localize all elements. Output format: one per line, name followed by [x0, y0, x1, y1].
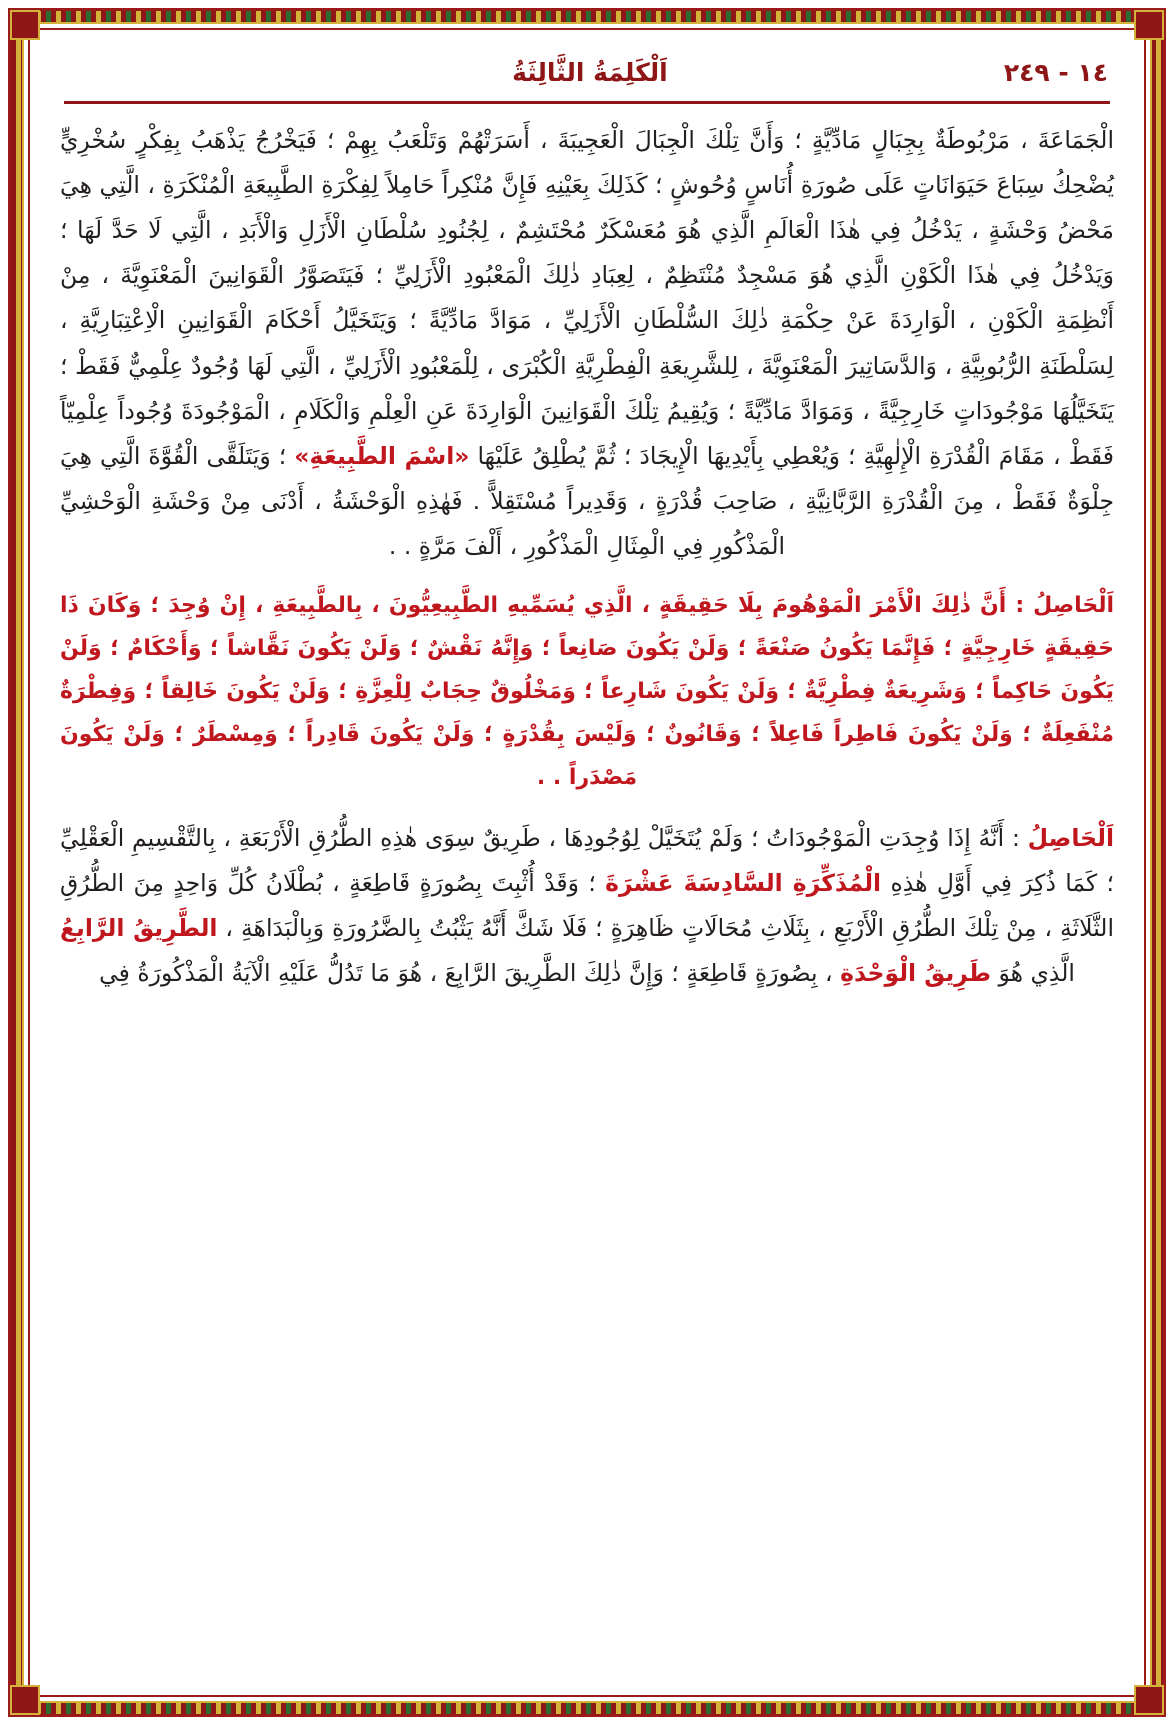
page-number: ١٤ - ٢٤٩ — [1003, 58, 1108, 87]
emphasized-term: الْمُذَكِّرَةِ السَّادِسَةَ عَشْرَةَ — [605, 868, 882, 897]
body-text — [46, 104, 1128, 996]
paragraph-1 — [60, 118, 1114, 569]
border-corner-top-right-ornament — [10, 10, 40, 40]
text-run: ؛ وَقَدْ أُثْبِتَ بِصُورَةٍ قَاطِعَةٍ ، بُطْلَانُ كُلِّ وَاحِدٍ مِنَ الطُّرُقِ الثَّلَاثَةِ ، مِنْ تِلْكَ الطُّرُقِ الْأَرْبَعِ ، بِثَلَاثِ مُحَالَاتٍ ظَاهِرَةٍ ؛ فَلَا شَكَّ أَنَّهُ يَثْبُتُ بِالضَّرُورَةِ وَبِالْبَدَاهَةِ ، — [60, 868, 1114, 942]
emphasized-term: طَرِيقُ الْوَحْدَةِ — [840, 958, 992, 987]
text-run: ؛ وَيَتَلَقَّى الْقُوَّةَ الَّتِي هِيَ جِلْوَةٌ فَقَطْ ، مِنَ الْقُدْرَةِ الرَّبَّانِيَّةِ ، صَاحِبَ قُدْرَةٍ ، وَقَدِيراً مُسْتَقِلاًّ . فَهٰذِهِ الْوَحْشَةُ ، أَدْنَى مِنْ وَحْشَةِ الْوَحْشِيِّ الْمَذْكُورِ فِي الْمِثَالِ الْمَذْكُورِ ، أَلْفَ مَرَّةٍ . . — [60, 441, 1114, 560]
border-corner-top-left-ornament — [1134, 10, 1164, 40]
emphasized-term: اَلْحَاصِلُ — [1027, 823, 1114, 852]
emphasized-term: الطَّرِيقُ الرَّابِعُ — [60, 913, 218, 942]
text-run: اَلْحَاصِلُ : أَنَّ ذٰلِكَ الْأَمْرَ الْمَوْهُومَ بِلَا حَقِيقَةٍ ، الَّذِي يُسَمِّيهِ الطَّبِيعِيُّونَ ، بِالطَّبِيعَةِ ، إِنْ وُجِدَ ؛ وَكَانَ ذَا حَقِيقَةٍ خَارِجِيَّةٍ ؛ فَإِنَّمَا يَكُونُ صَنْعَةً ؛ وَلَنْ يَكُونَ صَانِعاً ؛ وَإِنَّهُ نَقْشٌ ؛ وَلَنْ يَكُونَ نَقَّاشاً ؛ وَأَحْكَامٌ ؛ وَلَنْ يَكُونَ حَاكِماً ؛ وَشَرِيعَةٌ فِطْرِيَّةٌ ؛ وَلَنْ يَكُونَ شَارِعاً ؛ وَمَخْلُوقٌ حِجَابٌ لِلْعِزَّةِ ؛ وَلَنْ يَكُونَ خَالِقاً ؛ وَفِطْرَةٌ مُنْفَعِلَةٌ ؛ وَلَنْ يَكُونَ فَاطِراً فَاعِلاً ؛ وَقَانُونٌ ؛ وَلَيْسَ بِقُدْرَةٍ ؛ وَلَنْ يَكُونَ قَادِراً ؛ وَمِسْطَرٌ ؛ وَلَنْ يَكُونَ مَصْدَراً . . — [60, 593, 1114, 790]
emphasized-term: «اسْمَ الطَّبِيعَةِ» — [294, 441, 470, 470]
text-run: الَّذِي هُوَ — [991, 958, 1075, 987]
paragraph-2-conclusion-red — [60, 585, 1114, 799]
border-corner-bottom-left-ornament — [1134, 1685, 1164, 1715]
paragraph-3-conclusion — [60, 816, 1114, 996]
page-content — [46, 52, 1128, 1685]
border-corner-bottom-right-ornament — [10, 1685, 40, 1715]
text-run: : أَنَّهُ إِذَا وُجِدَتِ الْمَوْجُودَاتُ ؛ وَلَمْ يُتَخَيَّلْ لِوُجُودِهَا ، طَرِيقٌ سِوَى هٰذِهِ الطُّرُقِ الْأَرْبَعَةِ ، بِالتَّقْسِيمِ الْعَقْلِيِّ ؛ كَمَا ذُكِرَ فِي أَوَّلِ هٰذِهِ — [60, 823, 1114, 897]
page-header — [46, 52, 1128, 91]
text-run: ، بِصُورَةٍ قَاطِعَةٍ ؛ وَإِنَّ ذٰلِكَ الطَّرِيقَ الرَّابِعَ ، هُوَ مَا تَدُلُّ عَلَيْهِ الْآيَةُ الْمَذْكُورَةُ فِي — [99, 958, 841, 987]
page-title: اَلْكَلِمَةُ الثَّالِثَةُ — [512, 58, 668, 87]
text-run: الْجَمَاعَةَ ، مَرْبُوطَةٌ بِجِبَالٍ مَادِّيَّةٍ ؛ وَأَنَّ تِلْكَ الْجِبَالَ الْعَجِيبَةَ ، أَسَرَتْهُمْ وَتَلْعَبُ بِهِمْ ؛ فَيَخْرُجُ يَذْهَبُ بِفِكْرٍ سُخْرِيٍّ يُضْحِكُ سِبَاعَ حَيَوَانَاتٍ عَلَى صُورَةِ أُنَاسٍ وُحُوشٍ ؛ كَذَلِكَ بِعَيْنِهِ فَإِنَّ مُنْكِراً حَامِلاً لِفِكْرَةِ الطَّبِيعَةِ الْمُنْكَرَةِ ، الَّتِي هِيَ مَحْضُ وَحْشَةٍ ، يَدْخُلُ فِي هٰذَا الْعَالَمِ الَّذِي هُوَ مُعَسْكَرٌ مُحْتَشِمٌ ، لِجُنُودِ سُلْطَانِ الْأَزَلِ وَالْأَبَدِ ، الَّتِي لَا حَدَّ لَهَا ؛ وَيَدْخُلُ فِي هٰذَا الْكَوْنِ الَّذِي هُوَ مَسْجِدٌ مُنْتَظِمٌ ، لِعِبَادِ ذٰلِكَ الْمَعْبُودِ الْأَزَلِيِّ ؛ فَيَتَصَوَّرُ الْقَوَانِينَ الْمَعْنَوِيَّةَ ، مِنْ أَنْظِمَةِ الْكَوْنِ ، الْوَارِدَةَ عَنْ حِكْمَةِ ذٰلِكَ السُّلْطَانِ الْأَزَلِيِّ ، مَوَادَّ مَادِّيَّةً ؛ وَيَتَخَيَّلُ أَحْكَامَ الْقَوَانِينِ الْاِعْتِبَارِيَّةِ ، لِسَلْطَنَةِ الرُّبُوبِيَّةِ ، وَالدَّسَاتِيرَ الْمَعْنَوِيَّةَ ، لِلشَّرِيعَةِ الْفِطْرِيَّةِ الْكُبْرَى ، لِلْمَعْبُودِ الْأَزَلِيِّ ، الَّتِي لَهَا وُجُودٌ عِلْمِيٌّ فَقَطْ ؛ يَتَخَيَّلُهَا مَوْجُودَاتٍ خَارِجِيَّةً ، وَمَوَادَّ مَادِّيَّةً ؛ وَيُقِيمُ تِلْكَ الْقَوَانِينَ الْوَارِدَةَ عَنِ الْعِلْمِ وَالْكَلَامِ ، الْمَوْجُودَةَ وُجُوداً عِلْمِيّاً فَقَطْ ، مَقَامَ الْقُدْرَةِ الْإِلٰهِيَّةِ ؛ وَيُعْطِي بِأَيْدِيهَا الْإِيجَادَ ؛ ثُمَّ يُطْلِقُ عَلَيْهَا — [60, 126, 1115, 470]
